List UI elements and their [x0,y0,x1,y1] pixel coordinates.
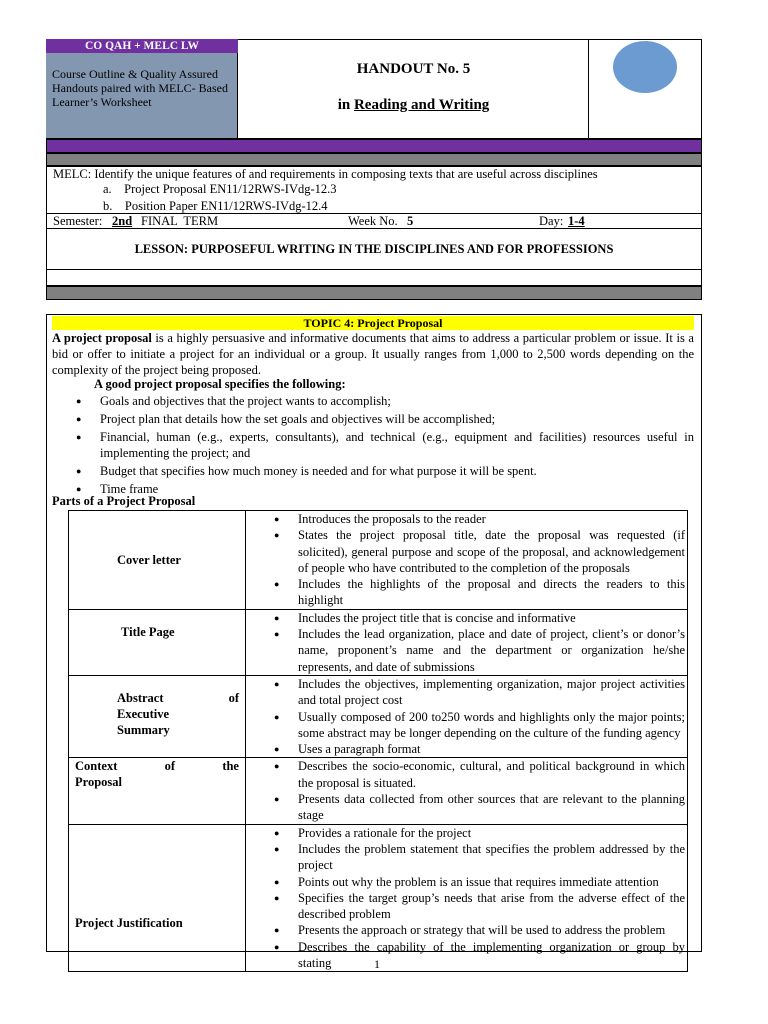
header-divider [588,39,589,139]
subject-prefix: in [337,97,351,113]
part-content [246,609,688,675]
week-value: 5 [407,214,414,228]
melc-box [46,166,702,214]
week-label: Week No. [348,214,398,228]
empty-row [46,270,702,286]
table-row [69,758,688,824]
list-item: ● Budget that specifies how much money is needed and for what purpose it will be spent. [76,463,694,479]
list-item: ● Project plan that details how the set goals and objectives will be accomplished; [76,411,694,427]
semester-term: FINAL TERM [141,214,219,228]
melc-item-a: a. Project Proposal EN11/12RWS-IVdg-12.3 [103,182,337,196]
page-number: 1 [374,957,380,971]
purple-divider [46,139,702,153]
lesson-title: LESSON: PURPOSEFUL WRITING IN THE DISCIPLINES AND FOR PROFESSIONS [46,229,702,270]
table-row [69,675,688,757]
list-item: ● States the project proposal title, date the proposal was requested (if solicited), general purpose and scope of the proposal, and acknowledgement of people who have contributed to the completion of the proposals [274,527,685,576]
table-row [69,824,688,972]
list-item: ● Goals and objectives that the project wants to accomplish; [76,393,694,409]
day-value: 1-4 [568,214,585,228]
part-content [246,675,688,757]
part-label: Project Justification [69,824,246,972]
list-item: ● Introduces the proposals to the reader [274,511,685,527]
part-label: Context of the Proposal [69,758,246,824]
table-row [69,609,688,675]
gray-divider-bottom [46,286,702,300]
parts-heading: Parts of a Project Proposal [52,494,196,508]
list-item: ● Describes the socio-economic, cultural, and political background in which the proposal is situated. [274,758,685,791]
topic-heading: TOPIC 4: Project Proposal [52,316,694,330]
handout-title: HANDOUT No. 5 [356,61,471,77]
good-proposal-list [76,393,694,499]
list-item: ● Includes the project title that is concise and informative [274,610,685,626]
list-item: ● Includes the lead organization, place and date of project, client’s or donor’s name, proponent’s name and the department or organization he/she represents, and date of submissions [274,626,685,675]
part-content [246,824,688,972]
definition-paragraph [52,330,694,378]
list-item: ● Describes the capability of the implementing organization or group by stating [274,939,685,972]
list-item: ● Includes the objectives, implementing organization, major project activities and total project cost [274,676,685,709]
semester-label: Semester: [53,214,103,228]
table-row [69,511,688,610]
melc-item-b: b. Position Paper EN11/12RWS-IVdg-12.4 [103,199,328,213]
part-content [246,511,688,610]
list-item: ● Financial, human (e.g., experts, consultants), and technical (e.g., equipment and facilities) resources useful in implementing the project; and [76,429,694,461]
part-label: Cover letter [69,511,246,610]
semester-row [46,214,702,229]
list-item: ● Time frame [76,481,694,497]
logo-placeholder [613,41,677,93]
parts-table [68,510,688,972]
co-label: CO QAH + MELC LW [46,39,238,53]
part-content [246,758,688,824]
list-item: ● Presents data collected from other sources that are relevant to the planning stage [274,791,685,824]
list-item: ● Presents the approach or strategy that will be used to address the problem [274,922,685,938]
definition-text: is a highly persuasive and informative documents that aims to address a particular problem or issue. It is a bid or offer to initiate a project for an individual or a group. It usually ranges from 1,000 to 2,500 words depending on the complexity of the project being proposed. [52,331,694,377]
melc-intro: MELC: Identify the unique features of and requirements in composing texts that are useful across disciplines [53,167,598,181]
list-item: ● Points out why the problem is an issue that requires immediate attention [274,874,685,890]
part-label: Title Page [69,609,246,675]
list-item: ● Includes the highlights of the proposal and directs the readers to this highlight [274,576,685,609]
definition-term: A project proposal [52,331,152,345]
list-item: ● Specifies the target group’s needs that arise from the adverse effect of the described problem [274,890,685,923]
list-item: ● Includes the problem statement that specifies the problem addressed by the project [274,841,685,874]
list-item: ● Uses a paragraph format [274,741,685,757]
handout-subject-line [239,97,588,114]
list-item: ● Provides a rationale for the project [274,825,685,841]
semester-value: 2nd [112,214,133,228]
co-description: Course Outline & Quality Assured Handouts paired with MELC- Based Learner’s Worksheet [46,53,238,138]
gray-divider-top [46,153,702,166]
day-label: Day: [539,214,564,228]
part-label: Abstract of Executive Summary [69,675,246,757]
list-item: ● Usually composed of 200 to250 words and highlights only the major points; some abstract may be longer depending on the culture of the funding agency [274,709,685,742]
good-proposal-heading: A good project proposal specifies the following: [94,377,346,391]
subject-name: Reading and Writing [353,97,490,113]
